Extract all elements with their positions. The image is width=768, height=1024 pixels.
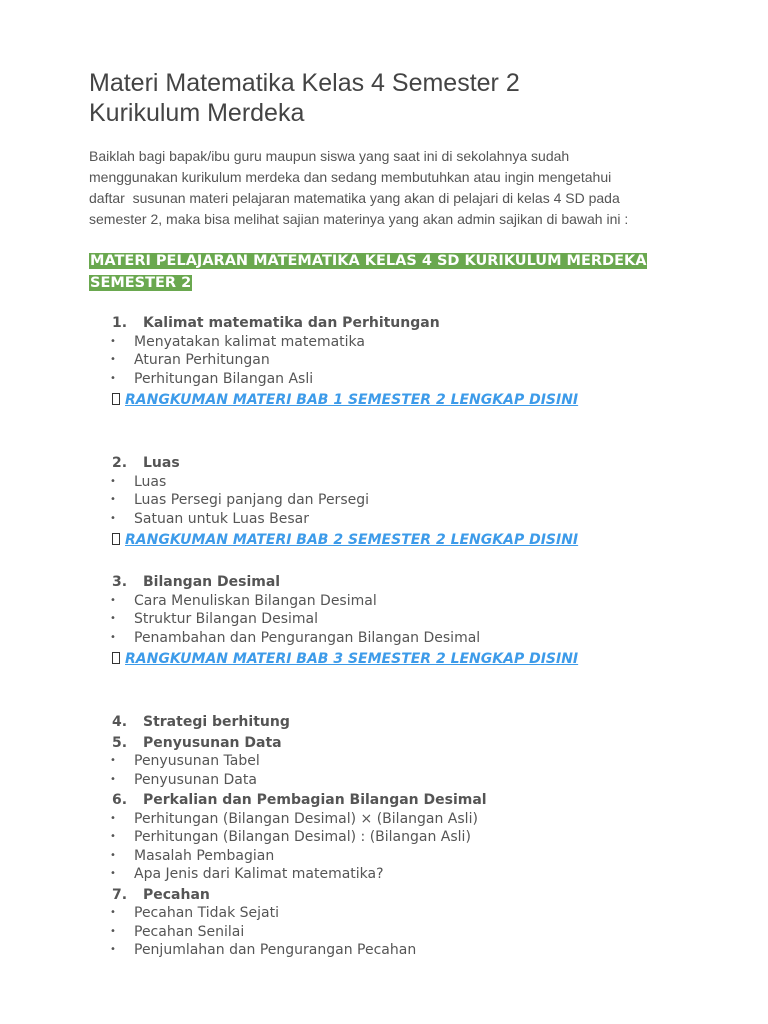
list-item: • Luas <box>110 473 167 490</box>
bullet-icon: • <box>110 494 116 505</box>
highlight-line-2: SEMESTER 2 <box>90 275 192 291</box>
section-1 <box>89 314 689 410</box>
bullet-icon: • <box>110 812 116 824</box>
list-item: • Penyusunan Tabel <box>110 753 260 769</box>
bullet-icon: • <box>110 594 116 606</box>
section-number: 6. <box>112 792 128 808</box>
title-line-2: Kurikulum Merdeka <box>89 99 305 127</box>
list-item: • Masalah Pembagian <box>110 847 275 864</box>
bullet-icon: • <box>110 475 116 487</box>
list-item: • Menyatakan kalimat matematika <box>110 333 365 350</box>
list-item: • Perhitungan Bilangan Asli <box>110 370 314 387</box>
section-3 <box>89 573 689 669</box>
list-item: • Apa Jenis dari Kalimat matematika? <box>110 866 384 882</box>
section-title: Penyusunan Data <box>143 734 282 751</box>
list-item: • Satuan untuk Luas Besar <box>110 510 309 527</box>
intro-line: menggunakan kurikulum merdeka dan sedang membutuhkan atau ingin mengetahui <box>89 169 612 185</box>
section-number: 4. <box>112 714 128 730</box>
title-line-1: Materi Matematika Kelas 4 Semester 2 <box>89 69 520 97</box>
bullet-icon: • <box>110 372 116 384</box>
bullet-icon: • <box>110 613 116 624</box>
intro-paragraph <box>89 146 689 230</box>
list-item: • Penambahan dan Pengurangan Bilangan Desimal <box>110 629 481 646</box>
bullet-icon: • <box>110 354 116 365</box>
section-7 <box>89 886 689 960</box>
page-title <box>89 68 689 128</box>
section-4 <box>89 713 689 732</box>
rangkuman-bab-3-link[interactable]: RANGKUMAN MATERI BAB 3 SEMESTER 2 LENGKAP DISINI <box>125 651 579 667</box>
link-box-icon <box>112 393 120 405</box>
section-heading <box>89 314 689 333</box>
article <box>89 68 689 960</box>
highlighted-heading <box>89 250 689 294</box>
list-item: • Aturan Perhitungan <box>110 352 270 368</box>
link-box-icon <box>112 652 120 664</box>
bullet-icon: • <box>110 631 116 643</box>
link-row <box>89 390 689 410</box>
list-item: • Cara Menuliskan Bilangan Desimal <box>110 592 377 609</box>
bullet-icon: • <box>110 907 116 918</box>
intro-line: daftar susunan materi pelajaran matematika yang akan di pelajari di kelas 4 SD pada <box>89 190 620 206</box>
list-item: • Struktur Bilangan Desimal <box>110 611 318 627</box>
link-row <box>89 649 689 669</box>
section-heading <box>89 734 689 753</box>
bullet-icon: • <box>110 773 116 785</box>
link-box-icon <box>112 533 120 545</box>
section-title: Pecahan <box>143 886 210 903</box>
rangkuman-bab-1-link[interactable]: RANGKUMAN MATERI BAB 1 SEMESTER 2 LENGKAP DISINI <box>125 392 579 408</box>
rangkuman-bab-2-link[interactable]: RANGKUMAN MATERI BAB 2 SEMESTER 2 LENGKAP DISINI <box>125 532 579 548</box>
bullet-icon: • <box>110 512 116 524</box>
list-item: • Penyusunan Data <box>110 771 257 788</box>
section-heading <box>89 886 689 905</box>
bullet-icon: • <box>110 849 116 861</box>
intro-line: semester 2, maka bisa melihat sajian materinya yang akan admin sajikan di bawah ini : <box>89 211 629 227</box>
section-2 <box>89 454 689 550</box>
list-item: • Perhitungan (Bilangan Desimal) : (Bilangan Asli) <box>110 829 471 845</box>
section-heading <box>89 791 689 810</box>
section-title: Strategi berhitung <box>143 714 290 730</box>
section-number: 2. <box>112 455 128 471</box>
section-title: Kalimat matematika dan Perhitungan <box>143 315 440 331</box>
bullet-icon: • <box>110 868 116 879</box>
section-title: Perkalian dan Pembagian Bilangan Desimal <box>143 792 487 808</box>
section-number: 1. <box>112 315 128 331</box>
section-title: Luas <box>143 455 180 471</box>
section-title: Bilangan Desimal <box>143 574 281 590</box>
link-row <box>89 530 689 550</box>
section-number: 7. <box>112 886 128 903</box>
section-heading <box>89 454 689 473</box>
section-number: 3. <box>112 574 128 590</box>
list-item: • Pecahan Senilai <box>110 923 245 940</box>
bullet-icon: • <box>110 335 116 347</box>
list-item: • Luas Persegi panjang dan Persegi <box>110 492 369 508</box>
bullet-icon: • <box>110 755 116 766</box>
intro-line: Baiklah bagi bapak/ibu guru maupun siswa yang saat ini di sekolahnya sudah <box>89 148 570 164</box>
list-item: • Penjumlahan dan Pengurangan Pecahan <box>110 942 417 958</box>
list-item: • Perhitungan (Bilangan Desimal) × (Bilangan Asli) <box>110 810 478 827</box>
highlight-line-1: MATERI PELAJARAN MATEMATIKA KELAS 4 SD KURIKULUM MERDEKA <box>90 253 647 269</box>
bullet-icon: • <box>110 944 116 955</box>
bullet-icon: • <box>110 831 116 842</box>
section-heading <box>89 713 689 732</box>
section-5 <box>89 734 689 790</box>
section-6 <box>89 791 689 884</box>
bullet-icon: • <box>110 925 116 937</box>
list-item: • Pecahan Tidak Sejati <box>110 905 279 921</box>
section-heading <box>89 573 689 592</box>
section-number: 5. <box>112 734 128 751</box>
